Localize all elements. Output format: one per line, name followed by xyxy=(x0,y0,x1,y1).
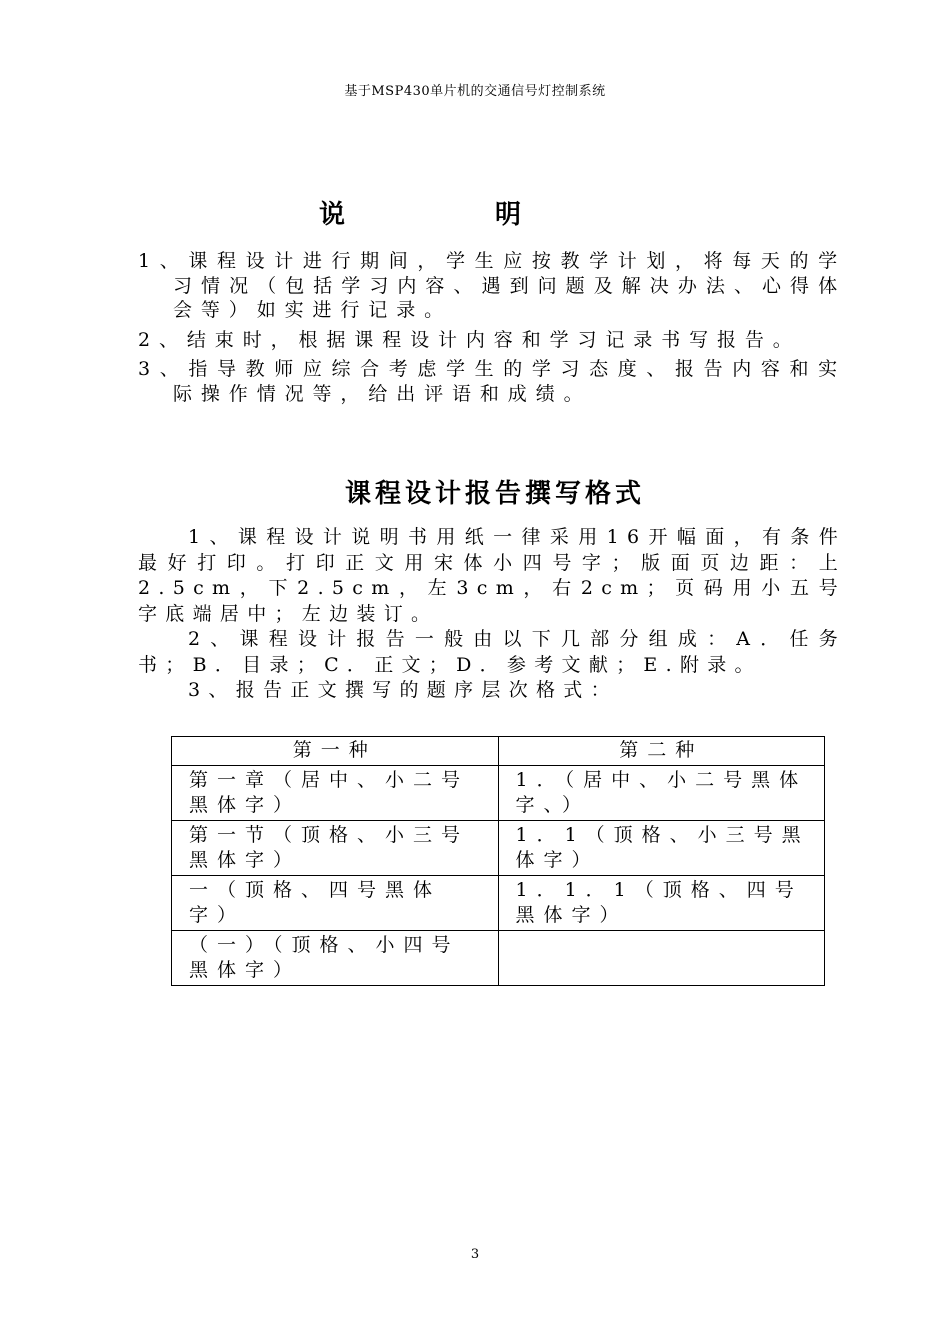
table-cell: 第一章（居中、小二号黑体字） xyxy=(172,766,499,821)
note-item xyxy=(138,249,846,323)
table-cell: （一）（顶格、小四号黑体字） xyxy=(172,931,499,986)
heading-format-table xyxy=(171,736,825,986)
page-number: 3 xyxy=(470,1247,480,1262)
table-header-cell: 第一种 xyxy=(172,737,499,766)
table-cell: 1．1．1（顶格、四号黑体字） xyxy=(498,876,825,931)
table-cell: 第一节（顶格、小三号黑体字） xyxy=(172,821,499,876)
table-row xyxy=(172,876,825,931)
note-text: 1、课程设计进行期间，学生应按教学计划，将每天的学习情况（包括学习内容、遇到问题及解决办法、心得体会等）如实进行记录。 xyxy=(138,250,846,321)
notes-title: 说明 xyxy=(318,200,671,230)
note-item xyxy=(138,328,846,353)
table-row xyxy=(172,821,825,876)
page-header: 基于MSP430单片机的交通信号灯控制系统 xyxy=(344,84,606,99)
format-title: 课程设计报告撰写格式 xyxy=(344,479,645,509)
format-paragraph: 2、课程设计报告一般由以下几部分组成：A．任务书；B．目录；C．正文；D．参考文献；E.附录。 xyxy=(138,628,846,676)
table-row xyxy=(172,766,825,821)
table-header-cell: 第二种 xyxy=(498,737,825,766)
format-paragraph: 3、报告正文撰写的题序层次格式： xyxy=(188,679,618,701)
format-body xyxy=(138,525,846,704)
table-cell xyxy=(498,931,825,986)
note-text: 2、结束时，根据课程设计内容和学习记录书写报告。 xyxy=(138,328,801,351)
notes-list xyxy=(138,249,846,411)
table-cell: 1．1（顶格、小三号黑体字） xyxy=(498,821,825,876)
note-item xyxy=(138,357,846,406)
table-header-row xyxy=(172,737,825,766)
table-cell: 1．（居中、小二号黑体字、） xyxy=(498,766,825,821)
note-text: 3、指导教师应综合考虑学生的学习态度、报告内容和实际操作情况等，给出评语和成绩。 xyxy=(138,358,846,405)
table-cell: 一（顶格、四号黑体字） xyxy=(172,876,499,931)
table-row xyxy=(172,931,825,986)
format-paragraph: 1、课程设计说明书用纸一律采用16开幅面，有条件最好打印。打印正文用宋体小四号字；版面页边距：上2.5cm，下2.5cm，左3cm，右2cm；页码用小五号字底端居中；左边装订。 xyxy=(138,526,846,625)
